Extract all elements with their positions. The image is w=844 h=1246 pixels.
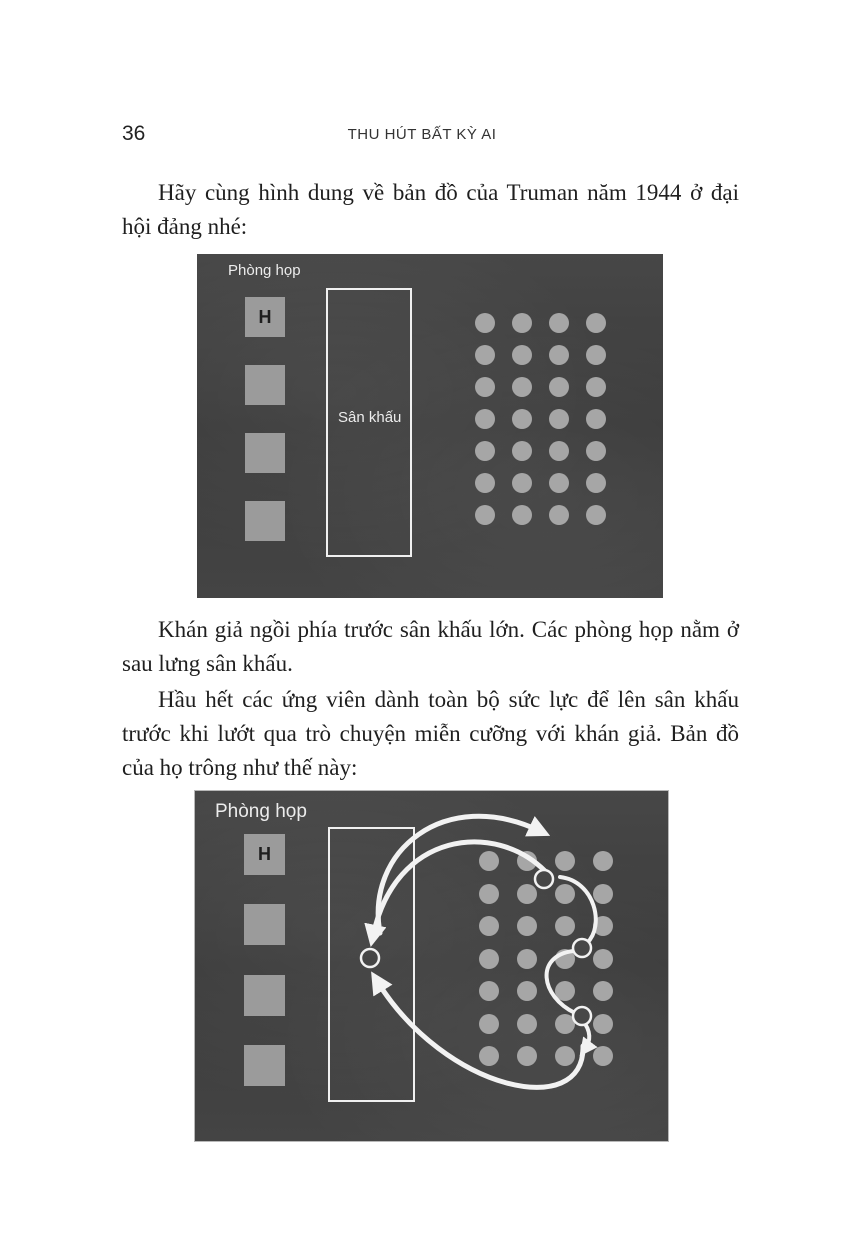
audience-seat [549,473,569,493]
audience-stop-marker [535,870,553,888]
audience-seat [549,441,569,461]
page-number: 36 [122,122,146,145]
audience-grid [197,254,663,598]
audience-seat [586,441,606,461]
path-audience-loop [377,981,583,1087]
audience-seat [549,377,569,397]
path-audience-step-2 [547,951,575,1013]
audience-seat [586,409,606,429]
h-mark: H [258,306,272,327]
audience-seat [475,505,495,525]
running-head: THU HÚT BẤT KỲ AI [347,126,497,143]
audience-seat [549,345,569,365]
stage-label: Sân khấu [338,409,402,426]
audience-seat [586,473,606,493]
audience-seat [549,313,569,333]
meeting-room-label: Phòng họp [228,262,301,279]
audience-seat [512,505,532,525]
candidate-path-diagram [195,791,669,1142]
stage-stop-marker [361,949,379,967]
path-audience-step-1 [560,877,596,943]
audience-seat [512,409,532,429]
audience-seat [475,313,495,333]
audience-seat [549,505,569,525]
audience-seat [475,473,495,493]
audience-seat [586,505,606,525]
audience-seat [475,441,495,461]
audience-seat [512,377,532,397]
paragraph-candidates: Hầu hết các ứng viên dành toàn bộ sức lực để lên sân khấu trước khi lướt qua trò chuyện miễn cưỡng với khán giả. Bản đồ của họ trông như thế này: [122,687,739,780]
audience-seat [512,313,532,333]
h-mark: H [258,844,271,864]
figure-conference-map [197,254,663,598]
audience-seat [512,345,532,365]
meeting-room-label: Phòng họp [215,801,307,822]
audience-seat [475,409,495,429]
figure-candidate-path-map [194,790,669,1142]
paragraph-audience: Khán giả ngồi phía trước sân khấu lớn. Các phòng họp nằm ở sau lưng sân khấu. [122,617,739,676]
audience-seat [586,345,606,365]
audience-seat [475,377,495,397]
audience-seat [512,473,532,493]
audience-seat [549,409,569,429]
audience-seat [475,345,495,365]
paragraph-intro: Hãy cùng hình dung về bản đồ của Truman năm 1944 ở đại hội đảng nhé: [122,180,739,239]
audience-stop-marker [573,939,591,957]
audience-stop-marker [573,1007,591,1025]
audience-seat [586,313,606,333]
audience-seat [512,441,532,461]
audience-seat [586,377,606,397]
